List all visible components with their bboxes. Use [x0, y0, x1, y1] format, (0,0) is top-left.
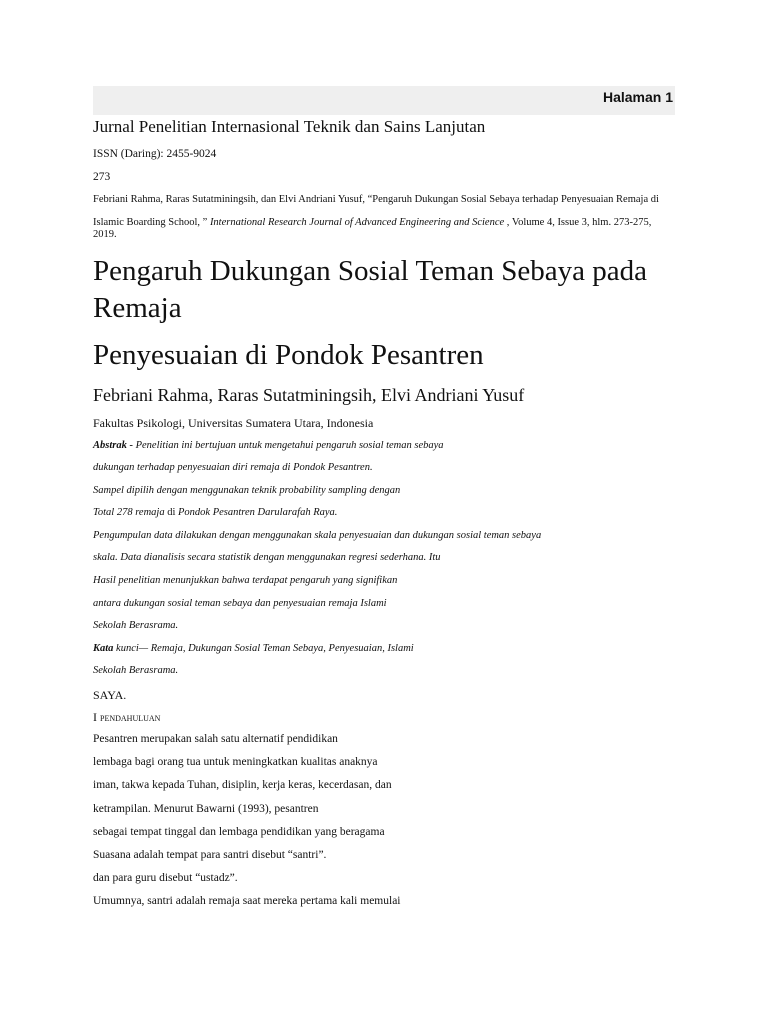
body-line: lembaga bagi orang tua untuk meningkatkan kualitas anaknya: [93, 756, 378, 769]
body-line: Umumnya, santri adalah remaja saat mereka pertama kali memulai: [93, 895, 401, 908]
body-line: sebagai tempat tinggal dan lembaga pendidikan yang beragama: [93, 825, 385, 838]
keywords-line: Kata kunci— Remaja, Dukungan Sosial Teman Sebaya, Penyesuaian, Islami: [93, 642, 414, 654]
keywords-line: Sekolah Berasrama.: [93, 665, 179, 677]
affiliation: Fakultas Psikologi, Universitas Sumatera Utara, Indonesia: [93, 415, 374, 430]
citation-prefix: Islamic Boarding School, ”: [93, 216, 210, 228]
citation-journal: International Research Journal of Advanced Engineering and Science: [209, 216, 505, 228]
body-line: Suasana adalah tempat para santri disebut “santri”.: [93, 848, 327, 861]
keywords-label: Kata: [93, 642, 114, 654]
page-number-label: Halaman 1: [602, 89, 673, 105]
body-line: ketrampilan. Menurut Bawarni (1993), pesantren: [93, 802, 319, 815]
citation-line-1: Febriani Rahma, Raras Sutatminingsih, dan Elvi Andriani Yusuf, “Pengaruh Dukungan Sosial Sebaya terhadap Penyesuaian Remaja di: [93, 194, 659, 205]
citation-line-2: [93, 217, 677, 241]
abstract-line: Hasil penelitian menunjukkan bahwa terdapat pengaruh yang signifikan: [93, 575, 398, 587]
body-line: iman, takwa kepada Tuhan, disiplin, kerja keras, kecerdasan, dan: [93, 779, 392, 792]
abstract-line: Sekolah Berasrama.: [93, 620, 179, 632]
abstract-line: dukungan terhadap penyesuaian diri remaja di Pondok Pesantren.: [93, 462, 373, 474]
section-heading: I pendahuluan: [93, 710, 161, 725]
abstract-line: Abstrak - Penelitian ini bertujuan untuk mengetahui pengaruh sosial teman sebaya: [93, 439, 444, 451]
page-header-bar: [93, 86, 675, 115]
paper-title-line-2: Penyesuaian di Pondok Pesantren: [93, 338, 484, 371]
abstract-line: antara dukungan sosial teman sebaya dan penyesuaian remaja Islami: [93, 597, 387, 609]
body-line: Pesantren merupakan salah satu alternatif pendidikan: [93, 733, 338, 746]
abstract-line: Sampel dipilih dengan menggunakan teknik probability sampling dengan: [93, 484, 401, 496]
abstract-line: Total 278 remaja di Pondok Pesantren Darularafah Raya.: [93, 507, 338, 519]
authors: Febriani Rahma, Raras Sutatminingsih, Elvi Andriani Yusuf: [93, 384, 525, 405]
citation-suffix: , Volume 4, Issue 3, hlm. 273-275, 2019.: [93, 216, 652, 240]
section-roman: SAYA.: [93, 688, 127, 703]
journal-name: Jurnal Penelitian Internasional Teknik dan Sains Lanjutan: [93, 117, 486, 136]
abstract-label: Abstrak -: [93, 439, 133, 451]
body-line: dan para guru disebut “ustadz”.: [93, 872, 238, 885]
abstract-line: Pengumpulan data dilakukan dengan menggunakan skala penyesuaian dan dukungan sosial teman sebaya: [93, 529, 542, 541]
document-body: [93, 116, 677, 918]
page-number: 273: [93, 171, 111, 183]
issn: ISSN (Daring): 2455-9024: [93, 148, 217, 160]
paper-title-line-1: Pengaruh Dukungan Sosial Teman Sebaya pada Remaja: [93, 254, 647, 324]
abstract-line: skala. Data dianalisis secara statistik dengan menggunakan regresi sederhana. Itu: [93, 552, 441, 564]
